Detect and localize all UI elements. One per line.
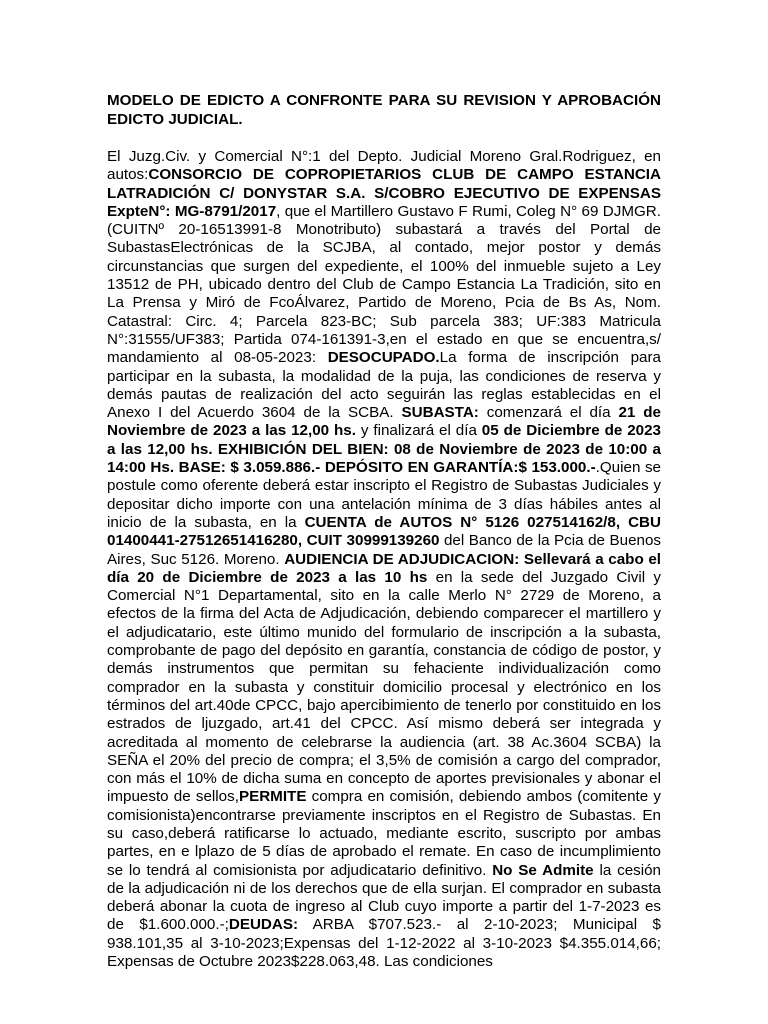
body-text-bold-run: DESOCUPADO. (327, 349, 440, 367)
body-text-run: La forma de inscripción para participar en la subasta, la modalidad de la puja, las condiciones de reserva y demás pautas de realización del acto seguirán las reglas establecidas en el Anexo I del Acuerdo 3604 de la SCBA. (107, 349, 661, 422)
body-text-run: .Quien se postule como oferente deberá estar inscripto el Registro de Subastas Judiciales y depositar dicho importe con una antelación mínima de 3 días hábiles antes al inicio de la subasta, en la (107, 459, 661, 531)
document-page (107, 91, 661, 971)
body-text-run: , que el Martillero Gustavo F Rumi, Coleg N° 69 DJMGR. (CUITNº 20-16513991-8 Monotributo) subastará a través del Portal de SubastasElectrónicas de la SCJBA, al contado, mejor postor y demás circunstancias que surgen del expediente, el 100% del inmueble sujeto a Ley 13512 de PH, ubicado dentro del Club de Campo Estancia La Tradición, sito en La Prensa y Miró de FcoÁlvarez, Partido de Moreno, Pcia de Bs As, Nom. Catastral: Circ. 4; Parcela 823-BC; Sub parcela 383; UF:383 Matricula N°:31555/UF383; Partida 074-161391-3,en el estado en que se encuentra,s/ mandamiento al 08-05-2023: (107, 202, 661, 367)
body-text-run: la cesión de la adjudicación ni de los derechos que de ella surjan. El comprador en subasta deberá abonar la cuota de ingreso al Club cuyo importe a partir del 1-7-2023 es de $1.600.000.-; (107, 861, 661, 934)
body-text-bold-run: No Se Admite (492, 861, 594, 879)
body-text-bold-run: AUDIENCIA DE ADJUDICACION: Sellevará a cabo el día 20 de Diciembre de 2023 a las 10 hs (107, 550, 662, 586)
body-text-bold-run: CUENTA de AUTOS N° 5126 027514162/8, CBU 01400441-27512651416280, CUIT 30999139260 (107, 513, 661, 550)
document-body (107, 148, 661, 971)
body-text-run: comenzará el día (478, 404, 619, 422)
body-text-bold-run: CONSORCIO DE COPROPIETARIOS CLUB DE CAMPO ESTANCIA LATRADICIÓN C/ DONYSTAR S.A. S/COBRO EJECUTIVO DE EXPENSAS ExpteN°: MG-8791/2017 (107, 166, 661, 220)
body-text-run: del Banco de la Pcia de Buenos Aires, Suc 5126. Moreno. (107, 532, 662, 568)
body-text-run: y finalizará el día (355, 422, 482, 440)
body-text-bold-run: PERMITE (238, 788, 307, 806)
body-text-bold-run: DEUDAS: (228, 916, 299, 934)
body-text-run: ARBA $707.523.- al 2-10-2023; Municipal $ 938.101,35 al 3-10-2023;Expensas del 1-12-2022 al 3-10-2023 $4.355.014,66; Expensas de Octubre 2023$228.063,48. Las condiciones (107, 916, 661, 971)
body-text-run: El Juzg.Civ. y Comercial N°:1 del Depto. Judicial Moreno Gral.Rodriguez, en autos: (107, 148, 661, 184)
body-text-bold-run: SUBASTA: (401, 404, 479, 422)
document-title: MODELO DE EDICTO A CONFRONTE PARA SU REVISION Y APROBACIÓN EDICTO JUDICIAL. (107, 92, 661, 128)
body-text-bold-run: 05 de Diciembre de 2023 a las 12,00 hs. EXHIBICIÓN DEL BIEN: 08 de Noviembre de 2023 de 10:00 a 14:00 Hs. BASE: $ 3.059.886.- DEPÓSITO EN GARANTÍA:$ 153.000.- (107, 422, 661, 477)
body-text-run: compra en comisión, debiendo ambos (comitente y comisionista)encontrarse previamente inscriptos en el Registro de Subastas. En su caso,deberá ratificarse lo actuado, mediante escrito, suscripto por ambas partes, en e lplazo de 5 días de aprobado el remate. En caso de incumplimiento se lo tendrá al comisionista por adjudicatario definitivo. (107, 788, 661, 879)
body-text-bold-run: 21 de Noviembre de 2023 a las 12,00 hs. (107, 404, 661, 440)
body-text-run: en la sede del Juzgado Civil y Comercial N°1 Departamental, sito en la calle Merlo N° 2729 de Moreno, a efectos de la firma del Acta de Adjudicación, debiendo comparecer el martillero y el adjudicatario, este último munido del formulario de inscripción a la subasta, comprobante de pago del depósito en garantía, constancia de código de postor, y demás instrumentos que permitan su fehaciente individualización como comprador en la subasta y constituir domicilio procesal y electrónico en los términos del art.40de CPCC, bajo apercibimiento de tenerlo por constituido en los estrados de ljuzgado, art.41 del CPCC. Así mismo deberá ser integrada y acreditada al momento de celebrarse la audiencia (art. 38 Ac.3604 SCBA) la SEÑA el 20% del precio de compra; el 3,5% de comisión a cargo del comprador, con más el 10% de dicha suma en concepto de aportes previsionales y abonar el impuesto de sellos, (107, 568, 661, 806)
